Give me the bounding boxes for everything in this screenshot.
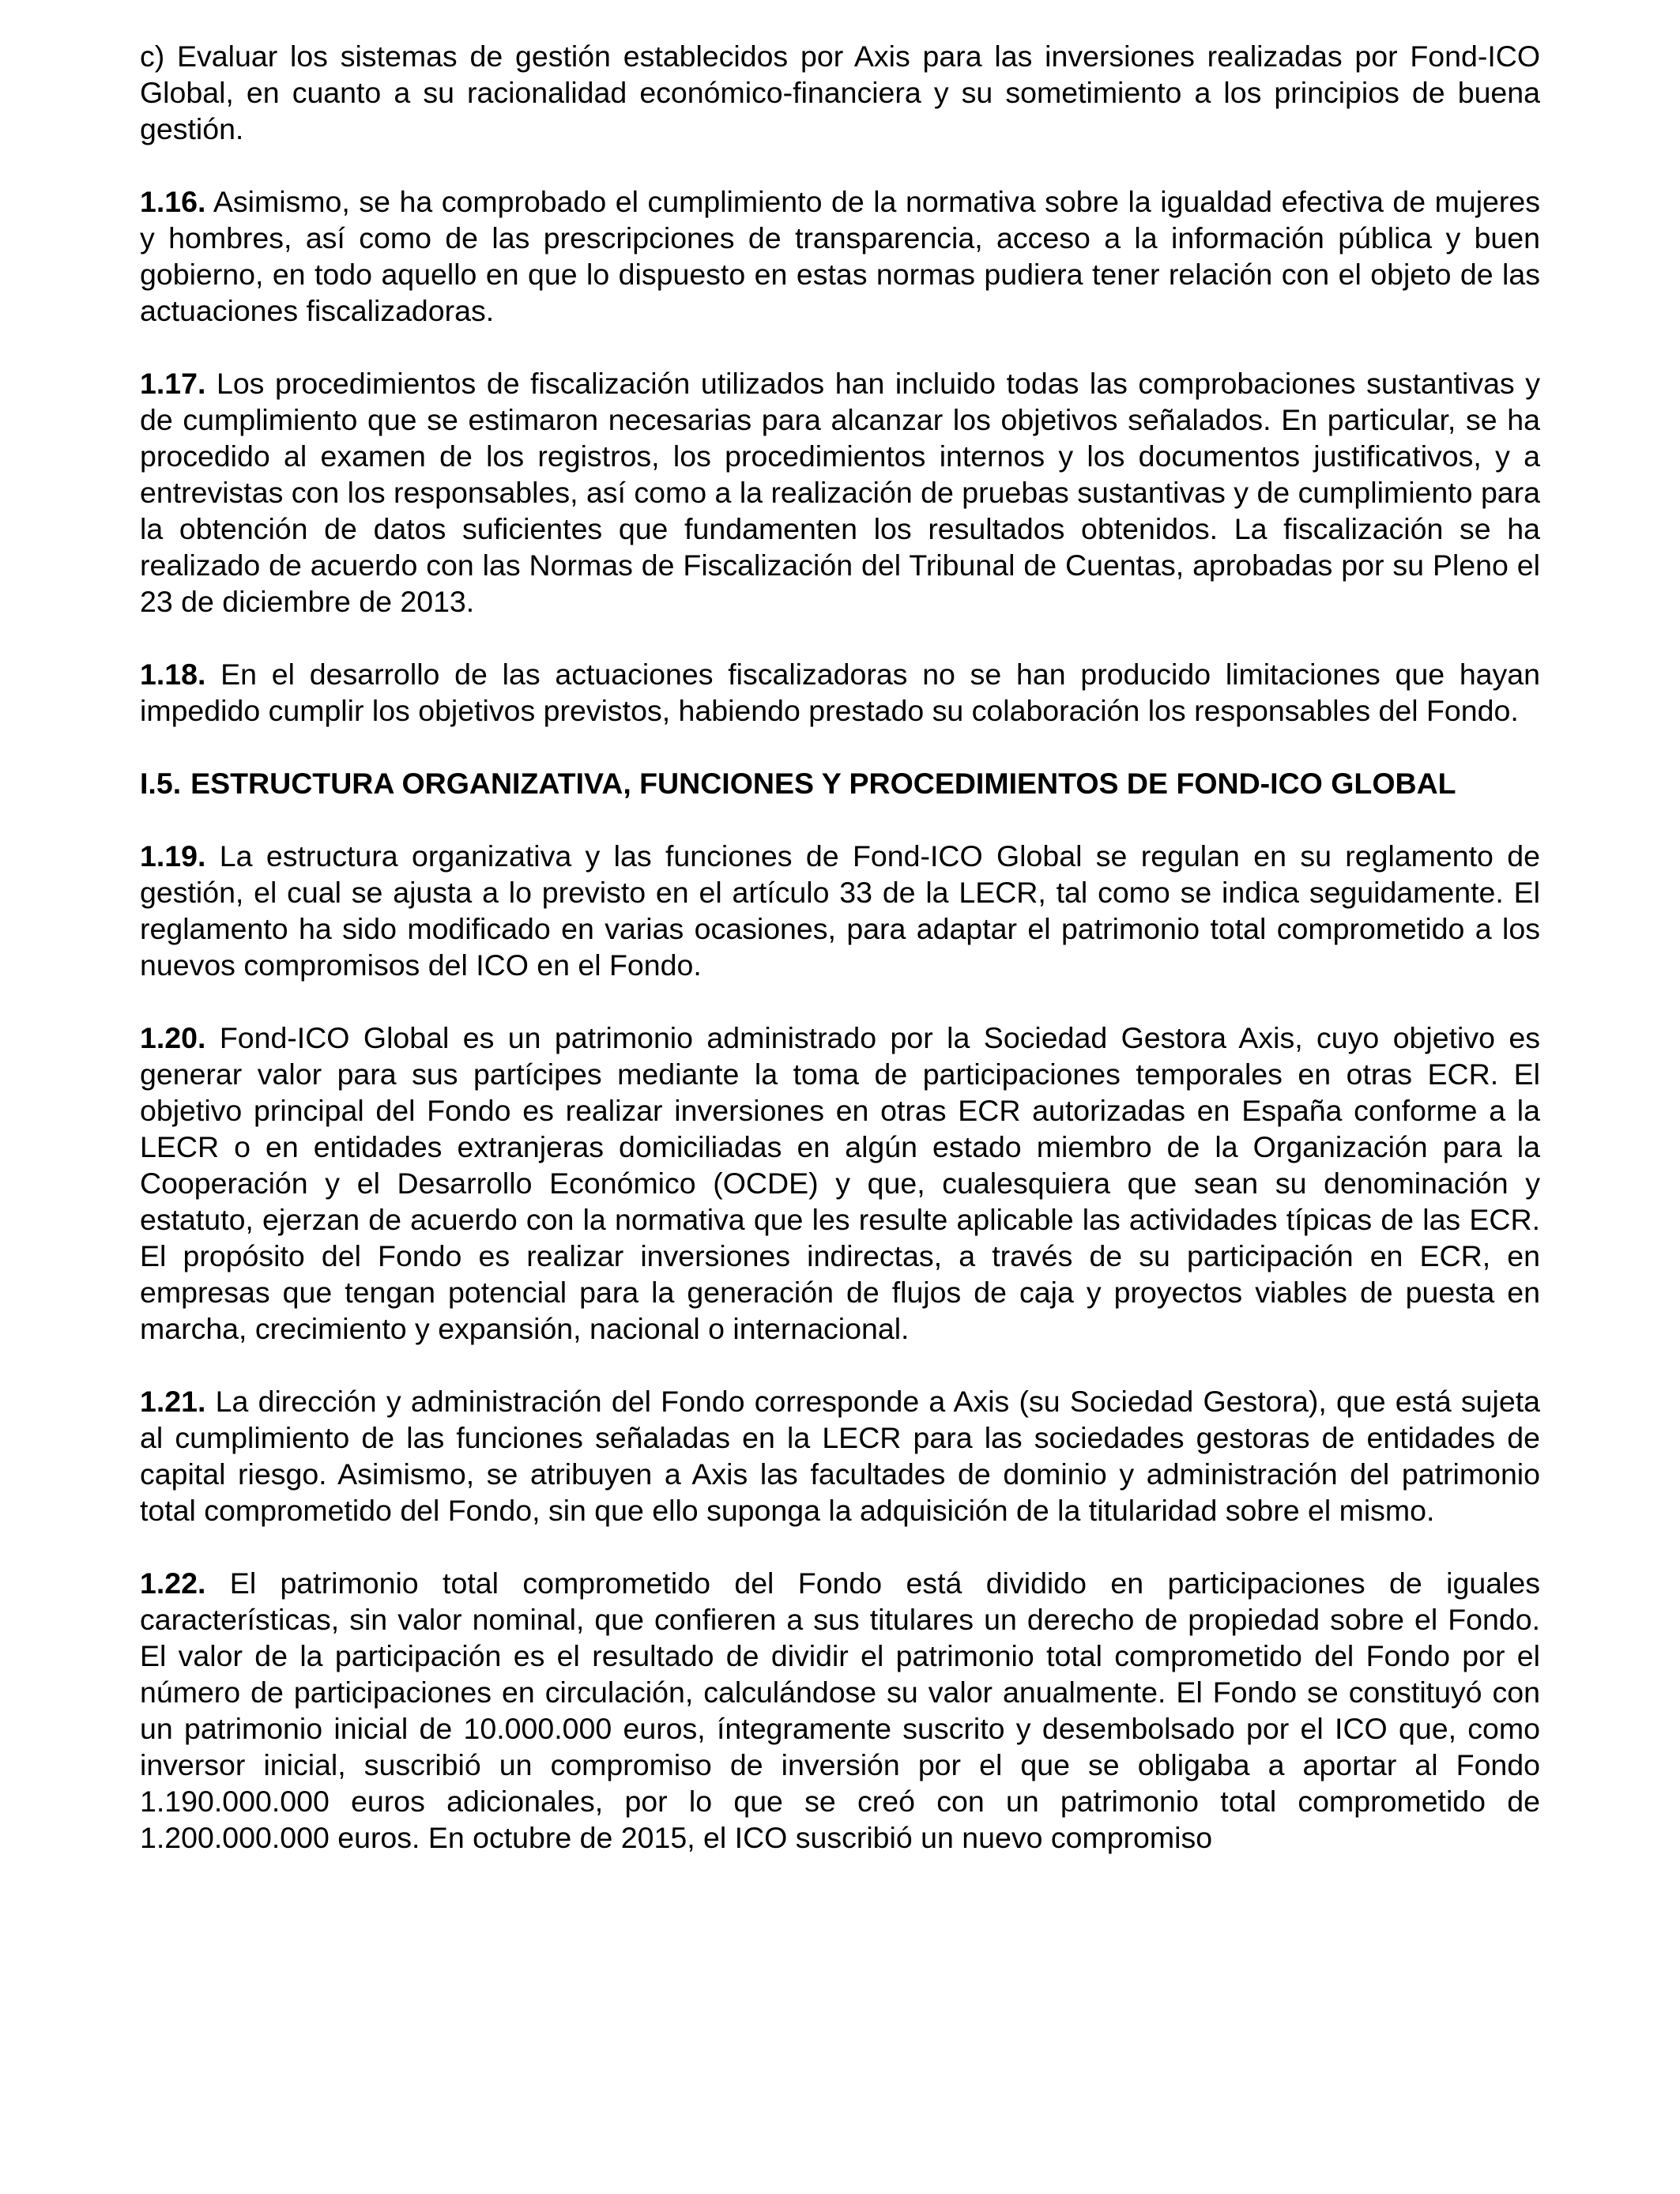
- paragraph-text: La dirección y administración del Fondo corresponde a Axis (su Sociedad Gestora), que está sujeta al cumplimiento de las funciones señaladas en la LECR para las sociedades gestoras de entidades de capital riesgo. Asimismo, se atribuyen a Axis las facultades de dominio y administración del patrimonio total comprometido del Fondo, sin que ello suponga la adquisición de la titularidad sobre el mismo.: [140, 1385, 1540, 1527]
- paragraph-number: 1.16.: [140, 185, 206, 218]
- item-c-text: c) Evaluar los sistemas de gestión establecidos por Axis para las inversiones realizadas por Fond-ICO Global, en cuanto a su racionalidad económico-financiera y su sometimiento a los principios de buena gestión.: [140, 40, 1540, 145]
- paragraph-text: Asimismo, se ha comprobado el cumplimiento de la normativa sobre la igualdad efectiva de mujeres y hombres, así como de las prescripciones de transparencia, acceso a la información pública y buen gobierno, en todo aquello en que lo dispuesto en estas normas pudiera tener relación con el objeto de las actuaciones fiscalizadoras.: [140, 185, 1540, 327]
- paragraph-number: 1.18.: [140, 658, 206, 691]
- paragraph-number: 1.22.: [140, 1566, 206, 1600]
- paragraph-text: En el desarrollo de las actuaciones fiscalizadoras no se han producido limitaciones que hayan impedido cumplir los objetivos previstos, habiendo prestado su colaboración los responsables del Fondo.: [140, 658, 1540, 727]
- paragraph-text: La estructura organizativa y las funciones de Fond-ICO Global se regulan en su reglamento de gestión, el cual se ajusta a lo previsto en el artículo 33 de la LECR, tal como se indica seguidamente. El reglamento ha sido modificado en varias ocasiones, para adaptar el patrimonio total comprometido a los nuevos compromisos del ICO en el Fondo.: [140, 839, 1540, 982]
- paragraph-1-19: [140, 838, 1540, 983]
- paragraph-item-c: [140, 38, 1540, 147]
- section-title: ESTRUCTURA ORGANIZATIVA, FUNCIONES Y PROCEDIMIENTOS DE FOND-ICO GLOBAL: [190, 767, 1456, 800]
- paragraph-1-22: [140, 1565, 1540, 1856]
- paragraph-number: 1.21.: [140, 1385, 206, 1418]
- paragraph-text: El patrimonio total comprometido del Fondo está dividido en participaciones de iguales características, sin valor nominal, que confieren a sus titulares un derecho de propiedad sobre el Fondo. El valor de la participación es el resultado de dividir el patrimonio total comprometido del Fondo por el número de participaciones en circulación, calculándose su valor anualmente. El Fondo se constituyó con un patrimonio inicial de 10.000.000 euros, íntegramente suscrito y desembolsado por el ICO que, como inversor inicial, suscribió un compromiso de inversión por el que se obligaba a aportar al Fondo 1.190.000.000 euros adicionales, por lo que se creó con un patrimonio total comprometido de 1.200.000.000 euros. En octubre de 2015, el ICO suscribió un nuevo compromiso: [140, 1566, 1540, 1854]
- paragraph-number: 1.20.: [140, 1021, 206, 1054]
- section-number: I.5.: [140, 767, 182, 800]
- paragraph-1-21: [140, 1383, 1540, 1529]
- paragraph-text: Los procedimientos de fiscalización utilizados han incluido todas las comprobaciones sustantivas y de cumplimiento que se estimaron necesarias para alcanzar los objetivos señalados. En particular, se ha procedido al examen de los registros, los procedimientos internos y los documentos justificativos, y a entrevistas con los responsables, así como a la realización de pruebas sustantivas y de cumplimiento para la obtención de datos suficientes que fundamenten los resultados obtenidos. La fiscalización se ha realizado de acuerdo con las Normas de Fiscalización del Tribunal de Cuentas, aprobadas por su Pleno el 23 de diciembre de 2013.: [140, 367, 1540, 618]
- paragraph-text: Fond-ICO Global es un patrimonio administrado por la Sociedad Gestora Axis, cuyo objetivo es generar valor para sus partícipes mediante la toma de participaciones temporales en otras ECR. El objetivo principal del Fondo es realizar inversiones en otras ECR autorizadas en España conforme a la LECR o en entidades extranjeras domiciliadas en algún estado miembro de la Organización para la Cooperación y el Desarrollo Económico (OCDE) y que, cualesquiera que sean su denominación y estatuto, ejerzan de acuerdo con la normativa que les resulte aplicable las actividades típicas de las ECR. El propósito del Fondo es realizar inversiones indirectas, a través de su participación en ECR, en empresas que tengan potencial para la generación de flujos de caja y proyectos viables de puesta en marcha, crecimiento y expansión, nacional o internacional.: [140, 1021, 1540, 1345]
- paragraph-1-20: [140, 1020, 1540, 1347]
- paragraph-number: 1.17.: [140, 367, 206, 400]
- paragraph-1-17: [140, 365, 1540, 620]
- paragraph-1-16: [140, 183, 1540, 329]
- section-heading: [140, 765, 1540, 801]
- paragraph-1-18: [140, 656, 1540, 729]
- paragraph-number: 1.19.: [140, 839, 206, 873]
- document-page: [140, 38, 1540, 1892]
